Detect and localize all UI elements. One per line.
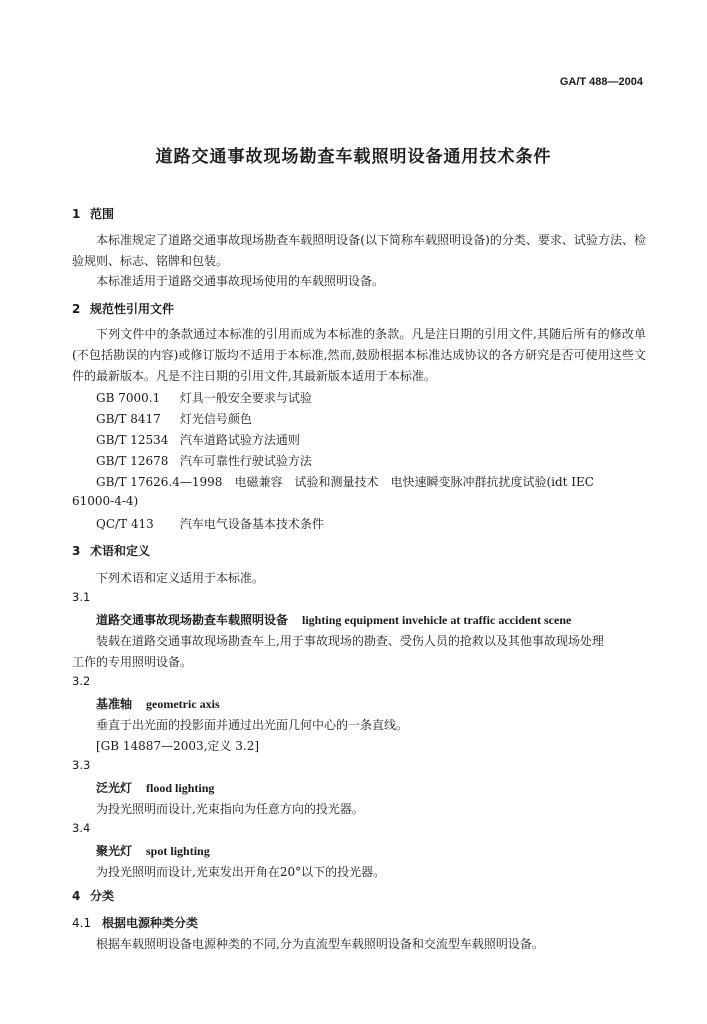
term-chinese: 聚光灯 bbox=[96, 844, 133, 858]
term-chinese: 道路交通事故现场勘查车载照明设备 bbox=[96, 613, 289, 627]
section-3-intro: 下列术语和定义适用于本标准。 bbox=[96, 571, 265, 585]
section-3-heading bbox=[72, 542, 150, 559]
term-definition: 垂直于出光面的投影面并通过出光面几何中心的一条直线。 bbox=[96, 718, 409, 732]
term-english: geometric axis bbox=[146, 697, 220, 711]
section-1-paragraph-2: 本标准适用于道路交通事故现场使用的车载照明设备。 bbox=[96, 274, 385, 288]
reference-title: 汽车可靠性行驶试验方法 bbox=[179, 454, 312, 468]
term-definition: 为投光照明而设计,光束指向为任意方向的投光器。 bbox=[96, 802, 364, 816]
term-source: [GB 14887—2003,定义 3.2] bbox=[96, 739, 260, 753]
section-title: 分类 bbox=[90, 889, 115, 903]
standard-code: GA/T 488—2004 bbox=[559, 76, 643, 88]
term-number: 3.4 bbox=[72, 821, 91, 835]
reference-title: 61000-4-4) bbox=[72, 494, 139, 508]
section-4-paragraph: 根据车载照明设备电源种类的不同,分为直流型车载照明设备和交流型车载照明设备。 bbox=[96, 937, 544, 951]
term-definition-continuation: 工作的专用照明设备。 bbox=[72, 655, 193, 669]
reference-code: GB/T 12534 bbox=[96, 433, 169, 447]
reference-item bbox=[96, 452, 312, 469]
document-title: 道路交通事故现场勘查车载照明设备通用技术条件 bbox=[155, 147, 552, 167]
reference-code: QC/T 413 bbox=[96, 517, 154, 531]
section-title: 术语和定义 bbox=[90, 544, 151, 558]
term-chinese: 泛光灯 bbox=[96, 781, 133, 795]
section-1-heading bbox=[72, 205, 114, 222]
term-heading bbox=[96, 779, 214, 796]
section-number: 4 bbox=[72, 889, 81, 903]
term-english: lighting equipment invehicle at traffic accident scene bbox=[302, 613, 572, 627]
section-title: 范围 bbox=[90, 207, 115, 221]
reference-item bbox=[96, 410, 252, 427]
section-2-heading bbox=[72, 300, 174, 317]
reference-item bbox=[96, 473, 594, 490]
reference-title: 电磁兼容 试验和测量技术 电快速瞬变脉冲群抗扰度试验(idt IEC bbox=[234, 475, 594, 489]
subsection-number: 4.1 bbox=[72, 916, 92, 930]
reference-item-continuation bbox=[72, 494, 138, 508]
section-number: 2 bbox=[72, 302, 81, 316]
section-title: 规范性引用文件 bbox=[90, 302, 175, 316]
reference-title: 灯具一般安全要求与试验 bbox=[179, 391, 312, 405]
reference-code: GB 7000.1 bbox=[96, 391, 161, 405]
section-number: 1 bbox=[72, 207, 81, 221]
reference-code: GB/T 12678 bbox=[96, 454, 169, 468]
reference-title: 汽车电气设备基本技术条件 bbox=[179, 517, 324, 531]
reference-title: 汽车道路试验方法通则 bbox=[179, 433, 300, 447]
section-4-heading bbox=[72, 887, 114, 904]
subsection-title: 根据电源种类分类 bbox=[102, 916, 199, 930]
reference-code: GB/T 17626.4—1998 bbox=[96, 475, 223, 489]
term-heading bbox=[96, 842, 210, 859]
reference-code: GB/T 8417 bbox=[96, 412, 161, 426]
section-1-paragraph-1: 本标准规定了道路交通事故现场勘查车载照明设备(以下简称车载照明设备)的分类、要求、试验方法、检验规则、标志、铭牌和包装。 bbox=[72, 233, 646, 268]
section-number: 3 bbox=[72, 544, 81, 558]
term-definition: 装载在道路交通事故现场勘查车上,用于事故现场的勘查、受伤人员的抢救以及其他事故现场处理 bbox=[96, 634, 604, 648]
term-number: 3.1 bbox=[72, 590, 91, 604]
subsection-4-1-heading bbox=[72, 914, 198, 931]
term-heading bbox=[96, 611, 571, 628]
section-2-paragraph: 下列文件中的条款通过本标准的引用而成为本标准的条款。凡是注日期的引用文件,其随后所有的修改单(不包括勘误的内容)或修订版均不适用于本标准,然而,鼓励根据本标准达成协议的各方研究是否可使用这些文件的最新版本。凡是不注日期的引用文件,其最新版本适用于本标准。 bbox=[72, 327, 646, 383]
reference-item bbox=[96, 515, 324, 532]
term-number: 3.3 bbox=[72, 758, 91, 772]
term-number: 3.2 bbox=[72, 674, 91, 688]
term-heading bbox=[96, 695, 220, 712]
term-definition: 为投光照明而设计,光束发出开角在20°以下的投光器。 bbox=[96, 865, 386, 879]
reference-item bbox=[96, 431, 300, 448]
reference-title: 灯光信号颜色 bbox=[179, 412, 252, 426]
term-english: flood lighting bbox=[146, 781, 215, 795]
reference-item bbox=[96, 389, 312, 406]
term-english: spot lighting bbox=[146, 844, 210, 858]
term-chinese: 基准轴 bbox=[96, 697, 133, 711]
